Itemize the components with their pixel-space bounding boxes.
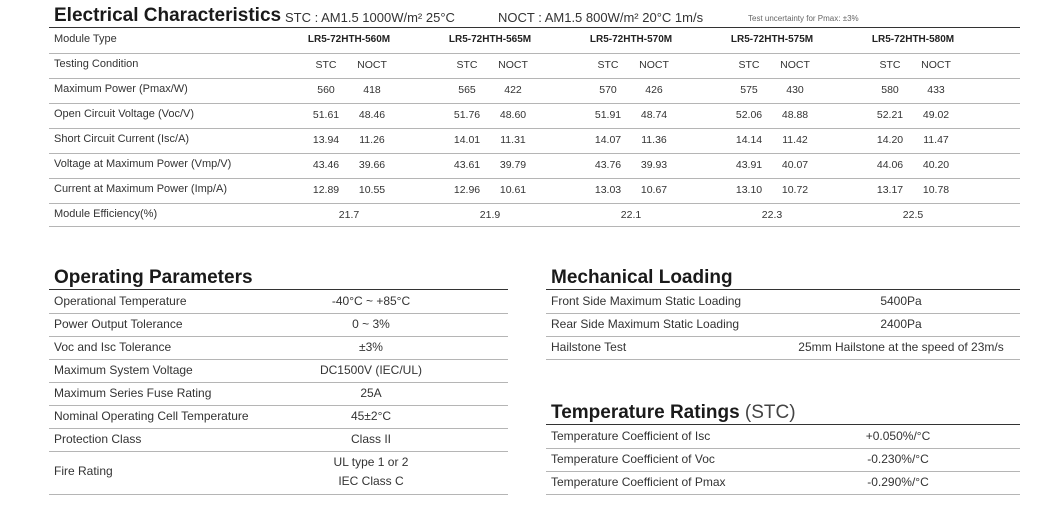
operating-row (49, 290, 508, 313)
operating-row (49, 382, 508, 405)
operating-row-label: Operational Temperature (54, 294, 187, 308)
table-cell: 43.61 (453, 159, 481, 171)
operating-row-value: 45±2°C (350, 409, 392, 423)
fire-rating-label: Fire Rating (54, 464, 113, 478)
module-type-label: Module Type (54, 33, 117, 45)
operating-row-value: DC1500V (IEC/UL) (319, 363, 423, 377)
table-cell: 51.76 (453, 109, 481, 121)
table-cell: 10.67 (640, 184, 668, 196)
table-cell: 14.01 (453, 134, 481, 146)
table-cell: 12.96 (453, 184, 481, 196)
operating-row (49, 313, 508, 336)
model-565m: LR5-72HTH-565M (448, 34, 532, 45)
table-cell: 43.76 (594, 159, 622, 171)
efficiency-575m: 22.3 (761, 209, 783, 221)
operating-row-value: Class II (350, 432, 392, 446)
table-cell: 43.91 (735, 159, 763, 171)
efficiency-570m: 22.1 (620, 209, 642, 221)
fire-rating-value-iec: IEC Class C (338, 474, 404, 488)
operating-row-value: ±3% (359, 340, 383, 354)
table-cell: 426 (645, 84, 663, 96)
operating-row (49, 336, 508, 359)
operating-row (49, 405, 508, 428)
table-cell: 575 (740, 84, 758, 96)
mechanical-row-label: Rear Side Maximum Static Loading (551, 317, 740, 331)
condition-noct: NOCT (639, 59, 669, 71)
table-cell: 570 (599, 84, 617, 96)
temperature-row-value: -0.290%/°C (867, 475, 929, 489)
table-cell: 11.42 (782, 134, 808, 146)
table-cell: 48.46 (358, 109, 386, 121)
condition-stc: STC (456, 59, 478, 71)
uncertainty-note: Test uncertainty for Pmax: ±3% (748, 14, 859, 23)
module-type-row (49, 28, 1020, 53)
temperature-row-label: Temperature Coefficient of Isc (551, 429, 711, 443)
mechanical-row-value: 25mm Hailstone at the speed of 23m/s (798, 340, 1004, 354)
mechanical-row (546, 336, 1020, 359)
temperature-title (551, 402, 796, 424)
condition-stc: STC (738, 59, 760, 71)
table-cell: 11.26 (359, 134, 385, 146)
efficiency-580m: 22.5 (902, 209, 924, 221)
fire-rating-value-ul: UL type 1 or 2 (333, 455, 409, 469)
temperature-row (546, 471, 1020, 494)
mechanical-row-value: 2400Pa (880, 317, 922, 331)
row-label: Short Circuit Current (Isc/A) (54, 133, 190, 145)
temperature-title-text: Temperature Ratings (551, 402, 740, 423)
table-cell: 430 (786, 84, 804, 96)
operating-row-label: Maximum Series Fuse Rating (54, 386, 212, 400)
temperature-row-label: Temperature Coefficient of Voc (551, 452, 715, 466)
row-label: Maximum Power (Pmax/W) (54, 83, 188, 95)
operating-row-value: 25A (360, 386, 382, 400)
max-power-row (49, 78, 1020, 103)
noct-note: NOCT : AM1.5 800W/m² 20°C 1m/s (498, 10, 704, 25)
testing-condition-label: Testing Condition (54, 58, 139, 70)
operating-row (49, 359, 508, 382)
table-cell: 39.66 (358, 159, 386, 171)
operating-row-label: Voc and Isc Tolerance (54, 340, 172, 354)
table-cell: 48.60 (499, 109, 527, 121)
table-cell: 51.61 (312, 109, 340, 121)
table-cell: 51.91 (594, 109, 622, 121)
table-cell: 52.06 (735, 109, 763, 121)
operating-title: Operating Parameters (54, 267, 253, 288)
table-cell: 43.46 (312, 159, 340, 171)
table-cell: 39.93 (640, 159, 668, 171)
condition-noct: NOCT (780, 59, 810, 71)
table-cell: 13.94 (312, 134, 340, 146)
efficiency-565m: 21.9 (479, 209, 501, 221)
table-cell: 11.36 (641, 134, 667, 146)
table-cell: 13.03 (594, 184, 622, 196)
electrical-title: Electrical Characteristics (54, 5, 282, 26)
table-cell: 560 (317, 84, 335, 96)
table-cell: 49.02 (922, 109, 950, 121)
table-cell: 39.79 (499, 159, 527, 171)
efficiency-label: Module Efficiency(%) (54, 208, 158, 220)
condition-noct: NOCT (357, 59, 387, 71)
operating-bottom-rule (49, 494, 508, 495)
model-570m: LR5-72HTH-570M (589, 34, 673, 45)
table-cell: 12.89 (312, 184, 340, 196)
table-cell: 13.10 (735, 184, 763, 196)
temperature-row (546, 448, 1020, 471)
condition-stc: STC (315, 59, 337, 71)
table-cell: 11.31 (500, 134, 526, 146)
table-cell: 565 (458, 84, 476, 96)
temperature-row-value: +0.050%/°C (865, 429, 931, 443)
model-560m: LR5-72HTH-560M (307, 34, 391, 45)
condition-noct: NOCT (498, 59, 528, 71)
model-580m: LR5-72HTH-580M (871, 34, 955, 45)
mechanical-title: Mechanical Loading (551, 267, 733, 288)
table-cell: 418 (363, 84, 381, 96)
table-cell: 11.47 (923, 134, 949, 146)
table-cell: 40.07 (781, 159, 809, 171)
condition-stc: STC (879, 59, 901, 71)
table-cell: 10.55 (358, 184, 386, 196)
mechanical-row-label: Front Side Maximum Static Loading (551, 294, 742, 308)
temperature-row-value: -0.230%/°C (867, 452, 929, 466)
table-cell: 48.88 (781, 109, 809, 121)
mechanical-row-label: Hailstone Test (551, 340, 627, 354)
table-cell: 10.78 (922, 184, 950, 196)
fire-rating-row (49, 451, 508, 493)
table-cell: 13.17 (876, 184, 904, 196)
condition-noct: NOCT (921, 59, 951, 71)
testing-condition-row (49, 53, 1020, 78)
model-575m: LR5-72HTH-575M (730, 34, 814, 45)
vmp-row (49, 153, 1020, 178)
table-cell: 580 (881, 84, 899, 96)
operating-row-label: Protection Class (54, 432, 142, 446)
table-cell: 48.74 (640, 109, 668, 121)
mechanical-row (546, 290, 1020, 313)
condition-stc: STC (597, 59, 619, 71)
row-divider (546, 359, 1020, 360)
isc-row (49, 128, 1020, 153)
row-label: Open Circuit Voltage (Voc/V) (54, 108, 195, 120)
temperature-row-label: Temperature Coefficient of Pmax (551, 475, 726, 489)
operating-row-label: Maximum System Voltage (54, 363, 193, 377)
table-cell: 14.07 (594, 134, 622, 146)
table-cell: 10.61 (499, 184, 527, 196)
efficiency-560m: 21.7 (338, 209, 360, 221)
table-cell: 14.14 (735, 134, 763, 146)
row-label: Current at Maximum Power (Imp/A) (54, 183, 227, 195)
operating-row (49, 428, 508, 451)
temperature-title-suffix: (STC) (744, 402, 796, 423)
row-label: Voltage at Maximum Power (Vmp/V) (54, 158, 232, 170)
mechanical-row-value: 5400Pa (880, 294, 922, 308)
table-cell: 10.72 (781, 184, 809, 196)
operating-row-value: -40°C ~ +85°C (331, 294, 411, 308)
electrical-bottom-rule (49, 226, 1020, 227)
imp-row (49, 178, 1020, 203)
mechanical-row (546, 313, 1020, 336)
operating-row-value: 0 ~ 3% (352, 317, 390, 331)
table-cell: 433 (927, 84, 945, 96)
row-divider (546, 494, 1020, 495)
table-cell: 40.20 (922, 159, 950, 171)
table-cell: 422 (504, 84, 522, 96)
operating-row-label: Nominal Operating Cell Temperature (54, 409, 249, 423)
table-cell: 44.06 (876, 159, 904, 171)
voc-row (49, 103, 1020, 128)
table-cell: 14.20 (876, 134, 904, 146)
stc-note: STC : AM1.5 1000W/m² 25°C (285, 10, 455, 25)
table-cell: 52.21 (876, 109, 904, 121)
efficiency-row (49, 203, 1020, 228)
temperature-row (546, 425, 1020, 448)
operating-row-label: Power Output Tolerance (54, 317, 183, 331)
